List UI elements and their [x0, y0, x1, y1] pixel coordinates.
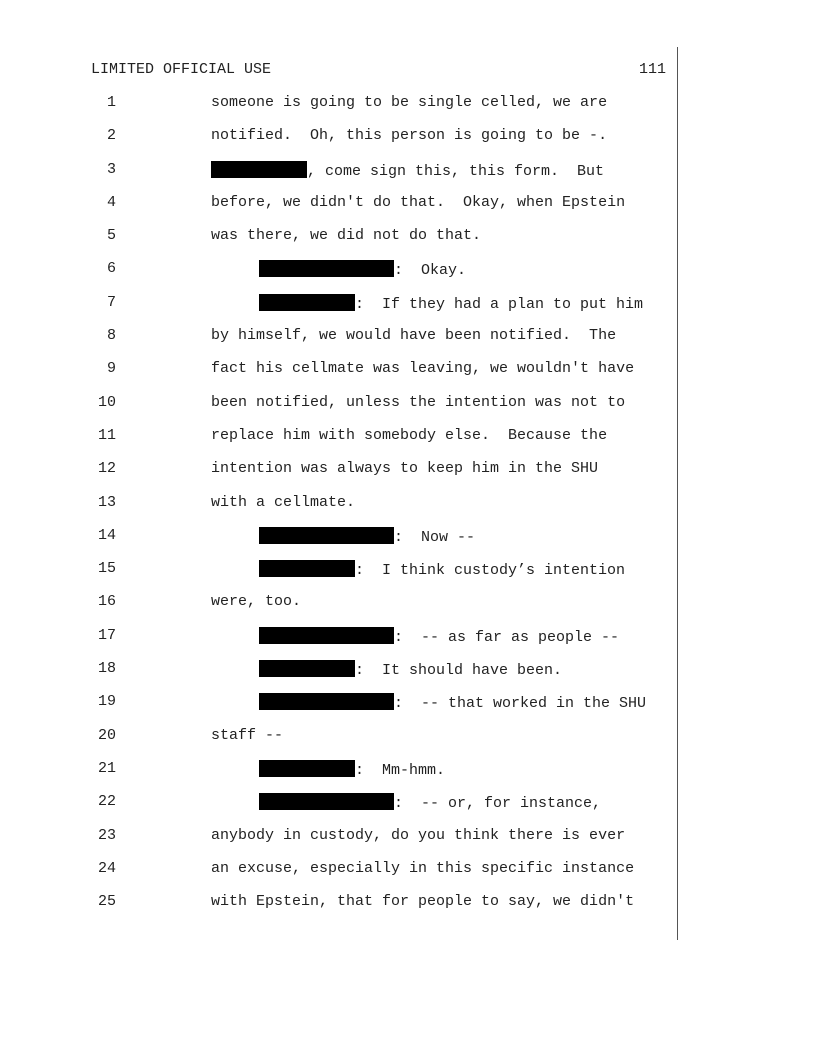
line-number: 16: [97, 593, 116, 611]
line-number: 13: [97, 493, 116, 511]
transcript-line: [0, 627, 816, 660]
transcript-line: [0, 760, 816, 793]
transcript-line: [0, 593, 816, 626]
line-text: : If they had a plan to put him: [355, 295, 644, 313]
line-number: 23: [97, 826, 116, 844]
line-text: : I think custody’s intention: [355, 562, 626, 580]
line-text: : It should have been.: [355, 662, 563, 680]
line-text: fact his cellmate was leaving, we wouldn't have: [211, 360, 635, 378]
speaker-redaction: [259, 627, 394, 644]
line-text: were, too.: [211, 593, 302, 611]
line-text: was there, we did not do that.: [211, 227, 482, 245]
redaction-block: [211, 161, 307, 178]
transcript-line: [0, 161, 816, 194]
transcript-line: [0, 727, 816, 760]
transcript-lines: [0, 94, 816, 926]
line-number: 14: [97, 526, 116, 544]
speaker-line: [259, 693, 646, 713]
line-text: replace him with somebody else. Because the: [211, 426, 608, 444]
line-text: : Now --: [394, 528, 476, 546]
transcript-line: [0, 294, 816, 327]
speaker-redaction: [259, 560, 355, 577]
line-number: 11: [97, 426, 116, 444]
transcript-line: [0, 860, 816, 893]
speaker-line: [259, 627, 619, 647]
line-number: 21: [97, 759, 116, 777]
line-number: 15: [97, 560, 116, 578]
transcript-line: [0, 827, 816, 860]
transcript-line: [0, 660, 816, 693]
line-number: 25: [97, 893, 116, 911]
line-text: , come sign this, this form. But: [307, 162, 605, 180]
transcript-line: [0, 227, 816, 260]
transcript-line: [0, 327, 816, 360]
line-text: before, we didn't do that. Okay, when Epstein: [211, 193, 626, 211]
transcript-line: [0, 94, 816, 127]
line-text: intention was always to keep him in the SHU: [211, 460, 599, 478]
line-number: 3: [106, 160, 116, 178]
speaker-redaction: [259, 693, 394, 710]
line-text-with-redaction: [211, 161, 604, 181]
line-number: 19: [97, 693, 116, 711]
transcript-line: [0, 693, 816, 726]
speaker-line: [259, 660, 562, 680]
line-number: 18: [97, 660, 116, 678]
line-text: an excuse, especially in this specific instance: [211, 859, 635, 877]
speaker-redaction: [259, 260, 394, 277]
transcript-line: [0, 793, 816, 826]
line-text: : -- or, for instance,: [394, 795, 602, 813]
line-text: with Epstein, that for people to say, we didn't: [211, 893, 635, 911]
line-text: with a cellmate.: [211, 493, 356, 511]
transcript-line: [0, 560, 816, 593]
line-number: 22: [97, 793, 116, 811]
line-text: by himself, we would have been notified. The: [211, 327, 617, 345]
line-text: someone is going to be single celled, we are: [211, 94, 608, 111]
transcript-line: [0, 127, 816, 160]
transcript-line: [0, 260, 816, 293]
line-number: 4: [106, 193, 116, 211]
line-number: 7: [106, 293, 116, 311]
speaker-redaction: [259, 527, 394, 544]
speaker-line: [259, 793, 601, 813]
line-number: 2: [106, 127, 116, 145]
transcript-line: [0, 360, 816, 393]
line-number: 12: [97, 460, 116, 478]
line-text: : Mm-hmm.: [355, 761, 446, 779]
line-number: 24: [97, 859, 116, 877]
line-number: 10: [97, 393, 116, 411]
transcript-line: [0, 194, 816, 227]
line-number: 20: [97, 726, 116, 744]
speaker-line: [259, 294, 643, 314]
speaker-redaction: [259, 294, 355, 311]
speaker-line: [259, 560, 625, 580]
line-text: anybody in custody, do you think there is ever: [211, 826, 626, 844]
speaker-redaction: [259, 660, 355, 677]
line-text: : -- as far as people --: [394, 628, 620, 646]
line-number: 8: [106, 327, 116, 345]
line-text: notified. Oh, this person is going to be -.: [211, 127, 608, 145]
speaker-redaction: [259, 793, 394, 810]
line-text: been notified, unless the intention was not to: [211, 393, 626, 411]
line-number: 6: [106, 260, 116, 278]
transcript-line: [0, 893, 816, 926]
speaker-line: [259, 760, 445, 780]
transcript-line: [0, 460, 816, 493]
transcript-line: [0, 494, 816, 527]
speaker-line: [259, 527, 475, 547]
transcript-line: [0, 427, 816, 460]
line-number: 9: [106, 360, 116, 378]
speaker-line: [259, 260, 466, 280]
classification-header: LIMITED OFFICIAL USE: [91, 61, 272, 78]
page-number: 111: [638, 61, 666, 78]
transcript-line: [0, 394, 816, 427]
line-text: staff --: [211, 726, 284, 744]
line-number: 17: [97, 626, 116, 644]
line-number: 1: [106, 94, 116, 111]
line-number: 5: [106, 227, 116, 245]
transcript-line: [0, 527, 816, 560]
speaker-redaction: [259, 760, 355, 777]
line-text: : -- that worked in the SHU: [394, 695, 647, 713]
line-text: : Okay.: [394, 262, 467, 280]
